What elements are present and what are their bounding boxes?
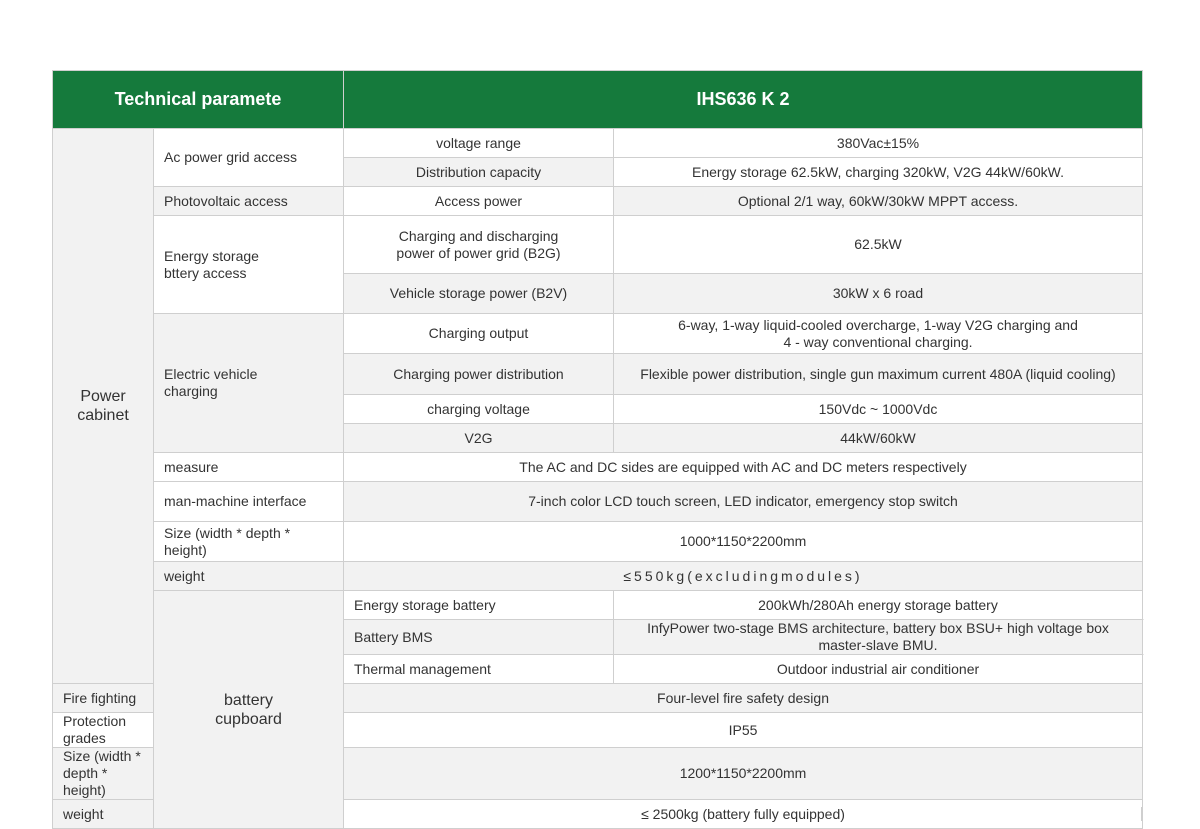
- subcategory-energy-storage: [154, 216, 344, 314]
- subcategory-photovoltaic: Photovoltaic access: [154, 187, 344, 216]
- table-row: [53, 482, 1143, 522]
- value-size: 1000*1150*2200mm: [344, 522, 1143, 562]
- subcategory-ac-grid: Ac power grid access: [154, 129, 344, 187]
- category-battery-cupboard: [154, 591, 344, 829]
- param-b2g: [344, 216, 614, 274]
- value-energy-storage-battery: 200kWh/280Ah energy storage battery: [614, 591, 1143, 620]
- value-label: 6-way, 1-way liquid-cooled overcharge, 1-way V2G charging and 4 - way conventional charging.: [678, 316, 1078, 350]
- value-b2v: 30kW x 6 road: [614, 274, 1143, 314]
- subcategory-weight: weight: [154, 562, 344, 591]
- category-label: battery cupboard: [215, 691, 282, 728]
- subcategory-fire-fighting: Fire fighting: [53, 684, 154, 713]
- subcategory-ev-charging: [154, 314, 344, 453]
- subcategory-battery-bms: Battery BMS: [344, 620, 614, 655]
- subcategory-label: Energy storage bttery access: [164, 247, 259, 281]
- value-measure: The AC and DC sides are equipped with AC and DC meters respectively: [344, 453, 1143, 482]
- subcategory-measure: measure: [154, 453, 344, 482]
- value-charging-output: [614, 314, 1143, 354]
- param-b2v: Vehicle storage power (B2V): [344, 274, 614, 314]
- subcategory-battery-weight: weight: [53, 800, 154, 829]
- table-row: [53, 216, 1143, 274]
- table-row: [53, 591, 1143, 620]
- subcategory-label: Electric vehicle charging: [164, 366, 258, 399]
- value-protection-grades: IP55: [344, 713, 1143, 748]
- value-b2g: 62.5kW: [614, 216, 1143, 274]
- header-model: IHS636 K 2: [344, 71, 1143, 129]
- value-voltage-range: 380Vac±15%: [614, 129, 1143, 158]
- header-technical-parameter: Technical paramete: [53, 71, 344, 129]
- param-charging-output: Charging output: [344, 314, 614, 354]
- value-battery-weight: ≤ 2500kg (battery fully equipped): [344, 800, 1143, 829]
- spec-table: [52, 70, 1143, 829]
- value-distribution-capacity: Energy storage 62.5kW, charging 320kW, V2G 44kW/60kW.: [614, 158, 1143, 187]
- value-weight: ≤550kg(excludingmodules): [344, 562, 1143, 591]
- table-row: [53, 129, 1143, 158]
- table-row: [53, 314, 1143, 354]
- subcategory-hmi: man-machine interface: [154, 482, 344, 522]
- category-label: Power cabinet: [77, 388, 129, 424]
- param-charging-power-distribution: Charging power distribution: [344, 354, 614, 395]
- subcategory-energy-storage-battery: Energy storage battery: [344, 591, 614, 620]
- param-charging-voltage: charging voltage: [344, 395, 614, 424]
- value-v2g: 44kW/60kW: [614, 424, 1143, 453]
- param-distribution-capacity: Distribution capacity: [344, 158, 614, 187]
- table-row: [53, 453, 1143, 482]
- param-voltage-range: voltage range: [344, 129, 614, 158]
- subcategory-thermal-management: Thermal management: [344, 655, 614, 684]
- param-label: Charging and discharging power of power grid (B2G): [396, 227, 561, 261]
- param-v2g: V2G: [344, 424, 614, 453]
- value-access-power: Optional 2/1 way, 60kW/30kW MPPT access.: [614, 187, 1143, 216]
- table-row: [53, 187, 1143, 216]
- subcategory-size: Size (width * depth * height): [154, 522, 344, 562]
- value-battery-bms: InfyPower two-stage BMS architecture, battery box BSU+ high voltage box master-slave BMU.: [614, 620, 1143, 655]
- category-power-cabinet: [53, 129, 154, 684]
- table-footer-edge: [52, 807, 1142, 821]
- value-hmi: 7-inch color LCD touch screen, LED indicator, emergency stop switch: [344, 482, 1143, 522]
- value-thermal-management: Outdoor industrial air conditioner: [614, 655, 1143, 684]
- value-fire-fighting: Four-level fire safety design: [344, 684, 1143, 713]
- table-header-row: [53, 71, 1143, 129]
- table-row: [53, 522, 1143, 562]
- value-charging-voltage: 150Vdc ~ 1000Vdc: [614, 395, 1143, 424]
- value-battery-size: 1200*1150*2200mm: [344, 748, 1143, 800]
- param-access-power: Access power: [344, 187, 614, 216]
- value-charging-power-distribution: Flexible power distribution, single gun maximum current 480A (liquid cooling): [614, 354, 1143, 395]
- table-row: [53, 562, 1143, 591]
- subcategory-battery-size: Size (width * depth * height): [53, 748, 154, 800]
- subcategory-protection-grades: Protection grades: [53, 713, 154, 748]
